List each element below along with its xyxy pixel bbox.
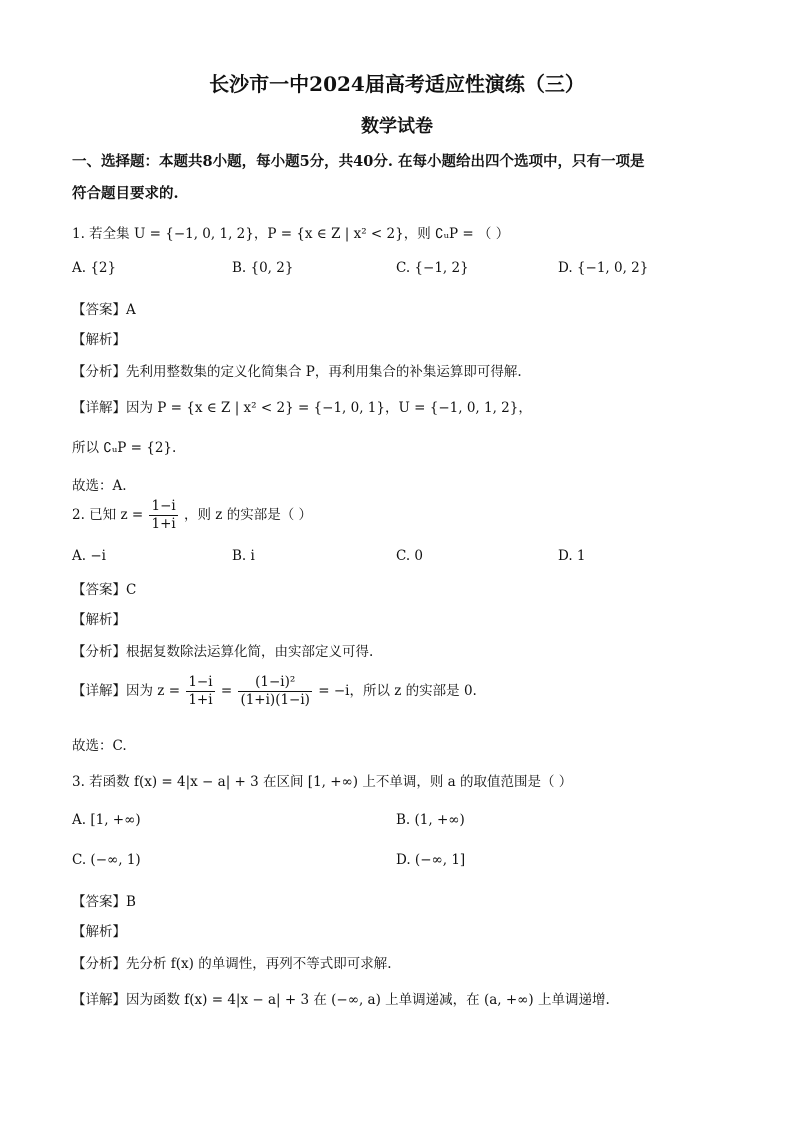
q2-answer: 【答案】C [72, 582, 137, 598]
q2-xiangjie-fraction2-denominator: (1+i)(1−i) [240, 692, 310, 708]
q3-fenxi: 【分析】先分析 f(x) 的单调性，再列不等式即可求解. [72, 956, 392, 972]
q3-xiangjie: 【详解】因为函数 f(x) = 4|x − a| + 3 在 (−∞, a) 上单调递减，在 (a, +∞) 上单调递增. [72, 992, 610, 1008]
q2-fraction [149, 498, 177, 533]
q2-stem [72, 498, 312, 533]
q1-option-d: D. {−1, 0, 2} [558, 260, 649, 276]
q3-option-a: A. [1, +∞) [72, 812, 141, 828]
q2-xiangjie-fraction1 [186, 674, 214, 709]
q2-option-d: D. 1 [558, 548, 586, 564]
q2-option-b: B. i [232, 548, 255, 564]
q3-jiexi-label: 【解析】 [72, 924, 126, 940]
q1-fenxi: 【分析】先利用整数集的定义化简集合 P，再利用集合的补集运算即可得解. [72, 364, 522, 380]
q2-stem-prefix: 2. 已知 z = [72, 507, 144, 523]
q2-xiangjie-fraction2-numerator: (1−i)² [238, 674, 312, 692]
q2-fenxi: 【分析】根据复数除法运算化简，由实部定义可得. [72, 644, 374, 660]
equals-sign: = [220, 683, 233, 699]
q3-stem: 3. 若函数 f(x) = 4|x − a| + 3 在区间 [1, +∞) 上不单调，则 a 的取值范围是（ ） [72, 774, 573, 790]
q2-jiexi-label: 【解析】 [72, 612, 126, 628]
q2-stem-suffix: ，则 z 的实部是（ ） [184, 507, 312, 523]
q2-guxuan: 故选：C. [72, 738, 127, 754]
q2-xiangjie-prefix: 【详解】因为 z = [72, 683, 181, 699]
q1-suoyi: 所以 ∁ᵤP = {2}. [72, 440, 177, 456]
q1-option-c: C. {−1, 2} [396, 260, 469, 276]
q1-guxuan: 故选：A. [72, 478, 127, 494]
q3-option-d: D. (−∞, 1] [396, 852, 466, 868]
q2-option-a: A. −i [72, 548, 106, 564]
q2-option-c: C. 0 [396, 548, 424, 564]
q2-xiangjie-fraction1-numerator: 1−i [188, 674, 213, 690]
q1-xiangjie: 【详解】因为 P = {x ∈ Z | x² < 2} = {−1, 0, 1}，U = {−1, 0, 1, 2}， [72, 400, 532, 416]
q2-xiangjie-fraction2 [238, 674, 312, 709]
section-heading-line1: 一、选择题：本题共8小题，每小题5分，共40分. 在每小题给出四个选项中，只有一项是 [72, 153, 645, 170]
q3-answer: 【答案】B [72, 894, 136, 910]
q2-xiangjie-fraction1-denominator: 1+i [188, 692, 213, 708]
q3-option-b: B. (1, +∞) [396, 812, 465, 828]
q1-answer: 【答案】A [72, 302, 136, 318]
q2-fraction-denominator: 1+i [151, 516, 176, 532]
exam-title: 长沙市一中2024届高考适应性演练（三） [209, 72, 585, 96]
q1-option-a: A. {2} [72, 260, 117, 276]
exam-subtitle: 数学试卷 [361, 116, 433, 137]
q1-jiexi-label: 【解析】 [72, 332, 126, 348]
q1-option-b: B. {0, 2} [232, 260, 294, 276]
q3-option-c: C. (−∞, 1) [72, 852, 141, 868]
q2-xiangjie [72, 674, 477, 709]
section-heading-line2: 符合题目要求的. [72, 185, 179, 202]
q2-fraction-numerator: 1−i [151, 498, 176, 514]
q2-xiangjie-suffix: = −i，所以 z 的实部是 0. [318, 683, 477, 699]
q1-stem: 1. 若全集 U = {−1, 0, 1, 2}，P = {x ∈ Z | x² < 2}，则 ∁ᵤP = （ ） [72, 226, 510, 242]
